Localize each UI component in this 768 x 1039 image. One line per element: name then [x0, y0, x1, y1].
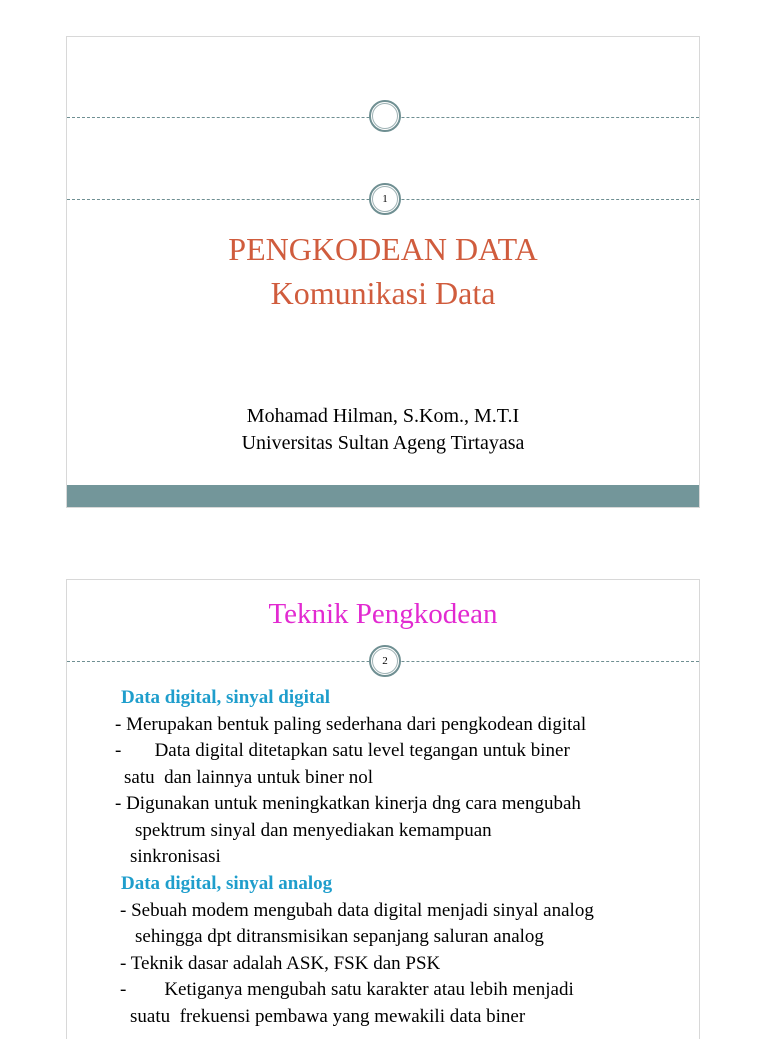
body-line: sinkronisasi	[130, 846, 221, 867]
body-line: - Ketiganya mengubah satu karakter atau lebih menjadi	[120, 979, 574, 1000]
slide-title: Teknik Pengkodean	[268, 598, 498, 630]
slide-number-badge	[369, 645, 401, 677]
body-line: - Merupakan bentuk paling sederhana dari pengkodean digital	[115, 714, 587, 735]
body-line: sehingga dpt ditransmisikan sepanjang saluran analog	[135, 926, 544, 947]
section-heading: Data digital, sinyal analog	[121, 873, 333, 894]
slide-number: 2	[382, 655, 388, 667]
circle-ornament-icon	[369, 100, 401, 132]
body-line: - Digunakan untuk meningkatkan kinerja dng cara mengubah	[115, 793, 581, 814]
body-line: - Data digital ditetapkan satu level tegangan untuk biner	[115, 740, 570, 761]
footer-bar	[67, 485, 699, 507]
slide-title	[67, 227, 699, 315]
slide-number: 1	[382, 193, 388, 205]
slide-number-badge	[369, 183, 401, 215]
author-affiliation: Universitas Sultan Ageng Tirtayasa	[241, 432, 525, 454]
slide-1	[66, 36, 700, 508]
slide-2	[66, 579, 700, 1039]
body-line: - Sebuah modem mengubah data digital menjadi sinyal analog	[120, 900, 594, 921]
body-line: spektrum sinyal dan menyediakan kemampuan	[135, 820, 492, 841]
body-line: satu dan lainnya untuk biner nol	[124, 767, 374, 788]
title-line-1: PENGKODEAN DATA	[228, 231, 538, 267]
section-heading: Data digital, sinyal digital	[121, 687, 331, 708]
body-line: suatu frekuensi pembawa yang mewakili data biner	[130, 1006, 526, 1027]
author-name: Mohamad Hilman, S.Kom., M.T.I	[246, 405, 520, 427]
title-line-2: Komunikasi Data	[270, 275, 496, 311]
author-block	[67, 403, 699, 457]
body-line: - Teknik dasar adalah ASK, FSK dan PSK	[120, 953, 441, 974]
